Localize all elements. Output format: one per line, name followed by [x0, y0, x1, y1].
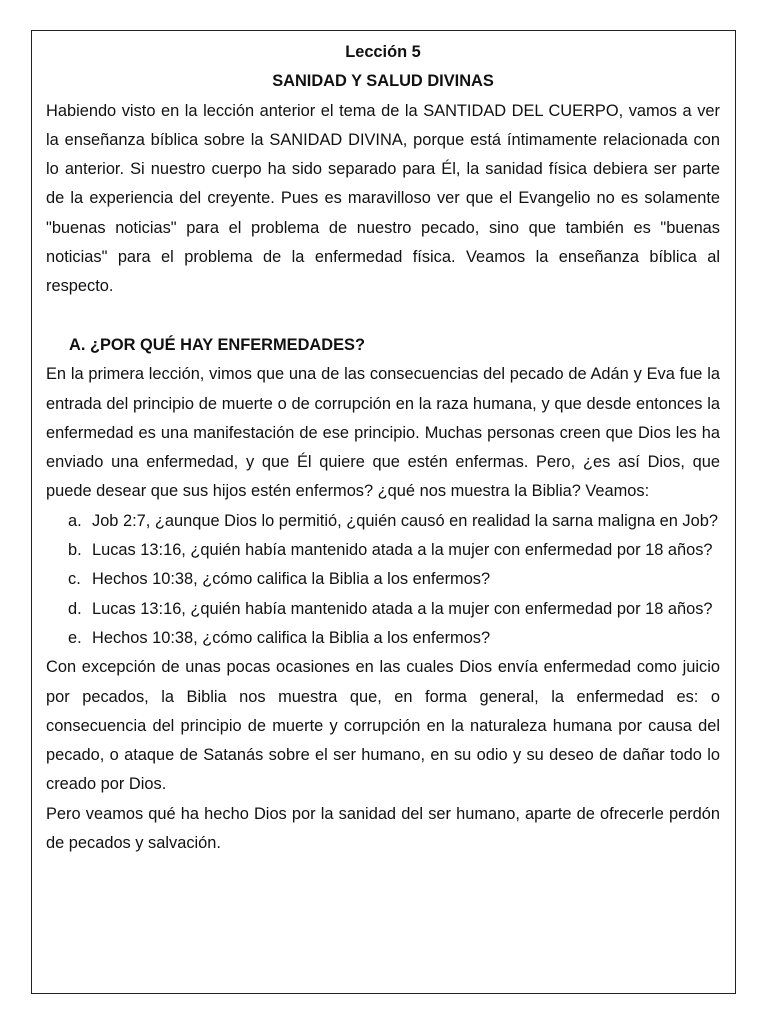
list-item-text: Hechos 10:38, ¿cómo califica la Biblia a los enfermos? — [92, 570, 491, 589]
list-item — [46, 624, 720, 653]
list-item-letter: a. — [68, 511, 82, 530]
spacer — [46, 302, 720, 331]
list-item-letter: e. — [68, 628, 82, 647]
list-item — [46, 595, 720, 624]
list-item — [46, 536, 720, 565]
document-body — [46, 38, 720, 858]
section-a-heading: A. ¿POR QUÉ HAY ENFERMEDADES? — [69, 335, 365, 354]
list-item-text: Job 2:7, ¿aunque Dios lo permitió, ¿quién causó en realidad la sarna maligna en Job? — [92, 511, 718, 530]
intro-paragraph: Habiendo visto en la lección anterior el tema de la SANTIDAD DEL CUERPO, vamos a ver la enseñanza bíblica sobre la SANIDAD DIVINA, porque está íntimamente relacionada con lo anterior. Si nuestro cuerpo ha sido separado para Él, la sanidad física debiera ser parte de la experiencia del creyente. Pues es maravilloso ver que el Evangelio no es solamente "buenas noticias" para el problema de nuestro pecado, sino que también es "buenas noticias" para el problema de la enfermedad física. Veamos la enseñanza bíblica al respecto. — [46, 101, 720, 296]
list-item-text: Lucas 13:16, ¿quién había mantenido atada a la mujer con enfermedad por 18 años? — [92, 541, 713, 560]
list-item-text: Lucas 13:16, ¿quién había mantenido atada a la mujer con enfermedad por 18 años? — [92, 599, 713, 618]
list-item-letter: d. — [68, 599, 82, 618]
question-list — [46, 507, 720, 653]
lesson-number: Lección 5 — [345, 43, 421, 61]
section-a-paragraph: En la primera lección, vimos que una de las consecuencias del pecado de Adán y Eva fue la entrada del principio de muerte o de corrupción en la raza humana, y que desde entonces la enfermedad es una manifestación de ese principio. Muchas personas creen que Dios les ha enviado una enfermedad, y que Él quiere que estén enfermas. Pero, ¿es así Dios, que puede desear que sus hijos estén enfermos? ¿qué nos muestra la Biblia? Veamos: — [46, 365, 720, 501]
list-item-letter: c. — [68, 570, 81, 589]
lesson-title: SANIDAD Y SALUD DIVINAS — [272, 72, 494, 91]
conclusion-paragraph: Con excepción de unas pocas ocasiones en las cuales Dios envía enfermedad como juicio por pecados, la Biblia nos muestra que, en forma general, la enfermedad es: o consecuencia del principio de muerte y corrupción en la naturaleza humana por causa del pecado, o ataque de Satanás sobre el ser humano, en su odio y su deseo de dañar todo lo creado por Dios. — [46, 658, 720, 794]
closing-paragraph: Pero veamos qué ha hecho Dios por la sanidad del ser humano, aparte de ofrecerle perdón de pecados y salvación. — [46, 804, 720, 853]
list-item — [46, 507, 720, 536]
list-item-letter: b. — [68, 541, 82, 560]
list-item — [46, 565, 720, 594]
list-item-text: Hechos 10:38, ¿cómo califica la Biblia a los enfermos? — [92, 628, 491, 647]
